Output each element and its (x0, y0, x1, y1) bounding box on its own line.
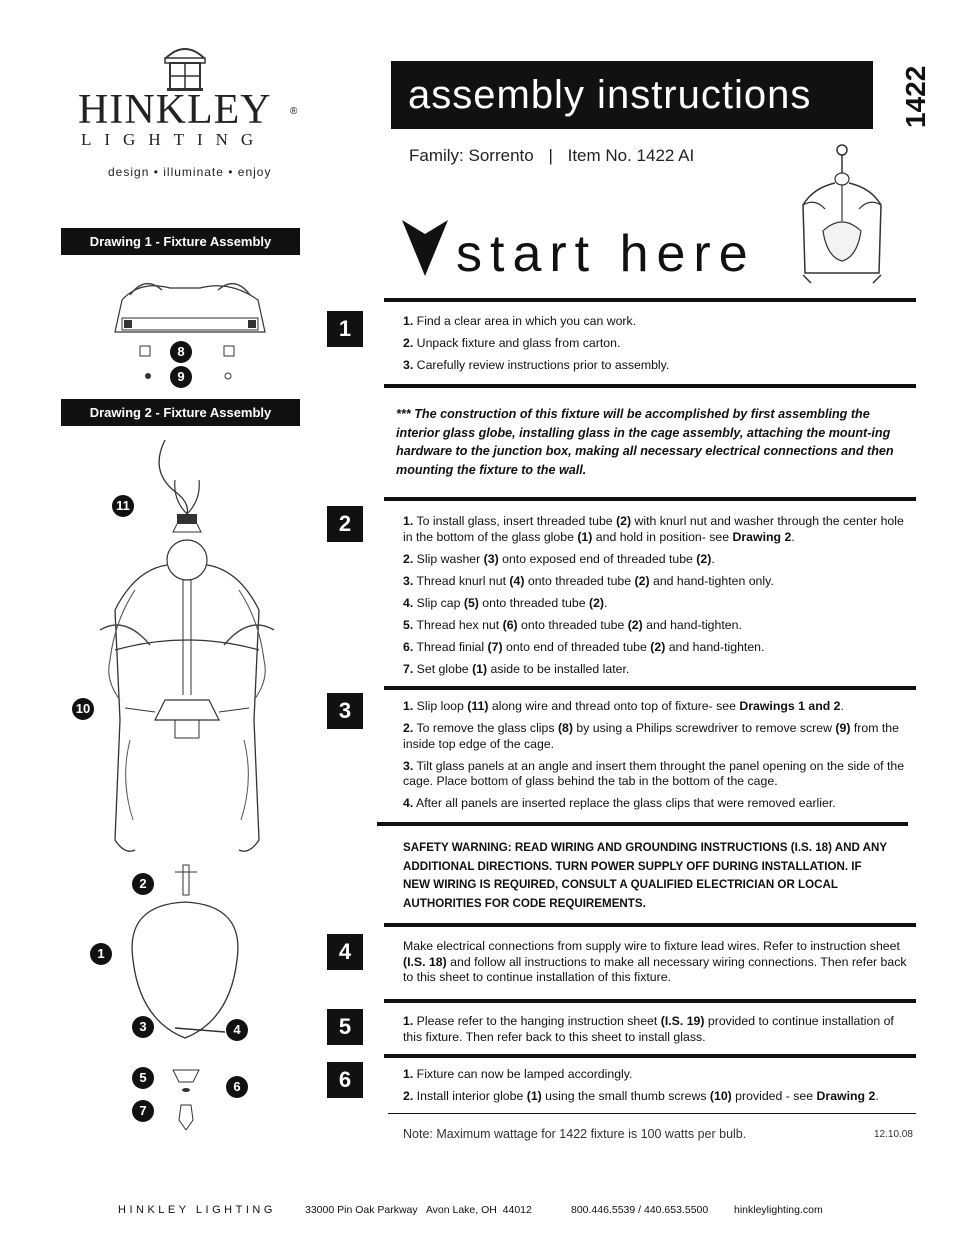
step-4-rule (384, 923, 916, 927)
note-rule (388, 1113, 916, 1114)
step-1-line-2: 2. Unpack fixture and glass from carton. (403, 336, 621, 350)
drawing-2-label: Drawing 2 - Fixture Assembly (61, 399, 300, 426)
callout-10: 10 (72, 698, 94, 720)
registered-mark: ® (290, 106, 298, 117)
step-1-text (403, 314, 913, 374)
brand-sub: LIGHTING (81, 130, 267, 149)
step-2-text-line-1: 1. To install glass, insert threaded tube (2) with knurl nut and washer through the center hole in the bottom of the glass globe (1) and hold in position- see Drawing 2. (403, 514, 904, 544)
step-3-text-line-4: 4. After all panels are inserted replace the glass clips that were removed earlier. (403, 796, 836, 810)
step-3-text-line-2: 2. To remove the glass clips (8) by using a Philips screwdriver to remove screw (9) from the inside top edge of the cage. (403, 721, 899, 751)
callout-7: 7 (132, 1100, 154, 1122)
step-2-rule (384, 497, 916, 501)
family-name: Family: Sorrento (409, 146, 534, 165)
step-3-text (403, 699, 913, 812)
step-2-text-line-7: 7. Set globe (1) aside to be installed later. (403, 661, 630, 676)
footer-company: HINKLEY LIGHTING (118, 1204, 276, 1216)
step-3-rule (384, 686, 916, 690)
step-5-number: 5 (327, 1009, 363, 1045)
step-2-text-line-6: 6. Thread finial (7) onto end of threaded tube (2) and hand-tighten. (403, 639, 765, 654)
step-6-text-line-2: 2. Install interior globe (1) using the small thumb screws (10) provided - see Drawing 2. (403, 1089, 879, 1103)
start-here-heading: start here (456, 225, 756, 283)
step-3-text-line-1: 1. Slip loop (11) along wire and thread onto top of fixture- see Drawings 1 and 2. (403, 699, 844, 713)
step-1-line-1: 1. Find a clear area in which you can work. (403, 314, 637, 328)
callout-11: 11 (112, 495, 134, 517)
footer-phone: 800.446.5539 / 440.653.5500 (571, 1204, 709, 1216)
down-arrow-icon (402, 220, 448, 276)
wattage-note: Note: Maximum wattage for 1422 fixture is 100 watts per bulb. (403, 1127, 747, 1141)
callout-2: 2 (132, 873, 154, 895)
brand-logo (78, 42, 308, 182)
step-2-number: 2 (327, 506, 363, 542)
drawing-2-illustration (95, 440, 295, 1130)
safety-rule (377, 822, 908, 826)
footer-website[interactable]: hinkleylighting.com (734, 1204, 823, 1216)
step-6-text (403, 1067, 913, 1105)
item-number: Item No. 1422 AI (567, 146, 695, 165)
step-2-text-line-4: 4. Slip cap (5) onto threaded tube (2). (403, 595, 608, 610)
callout-3: 3 (132, 1016, 154, 1038)
callout-4: 4 (226, 1019, 248, 1041)
callout-9: 9 (170, 366, 192, 388)
brand-name: HINKLEY (78, 87, 272, 133)
step-2-text-line-2: 2. Slip washer (3) onto exposed end of threaded tube (2). (403, 551, 715, 566)
family-label (409, 146, 694, 166)
callout-6: 6 (226, 1076, 248, 1098)
revision-date: 12.10.08 (874, 1129, 913, 1140)
fixture-thumbnail-icon (795, 143, 890, 288)
intro-rule (384, 384, 916, 388)
step-6-rule (384, 1054, 916, 1058)
intro-note: *** The construction of this fixture will be accomplished by first assembling the interior glass globe, installing glass in the cage assembly, attaching the mount-ing hardware to the junction box, making all necessary electrical connections and then mounting the fixture to the wall. (396, 407, 894, 477)
step-2-text-line-3: 3. Thread knurl nut (4) onto threaded tube (2) and hand-tighten only. (403, 573, 774, 588)
step-1-rule (384, 298, 916, 302)
step-4-number: 4 (327, 934, 363, 970)
family-divider: | (548, 146, 553, 165)
footer-address: 33000 Pin Oak Parkway Avon Lake, OH 44012 (305, 1204, 532, 1216)
step-1-number: 1 (327, 311, 363, 347)
brand-tagline: design • illuminate • enjoy (108, 165, 272, 179)
safety-warning: SAFETY WARNING: READ WIRING AND GROUNDING INSTRUCTIONS (I.S. 18) AND ANY ADDITIONAL DIRECTIONS. TURN POWER SUPPLY OFF DURING INSTALLATION. IF NEW WIRING IS REQUIRED, CONSULT A QUALIFIED ELECTRICIAN OR LOCAL AUTHORITIES FOR CODE REQUIREMENTS. (403, 841, 887, 910)
step-1-line-3: 3. Carefully review instructions prior to assembly. (403, 358, 670, 372)
step-3-number: 3 (327, 693, 363, 729)
step-2-text-line-5: 5. Thread hex nut (6) onto threaded tube (2) and hand-tighten. (403, 617, 742, 632)
step-4-text: Make electrical connections from supply wire to fixture lead wires. Refer to instruction sheet (I.S. 18) and follow all instructions to make all necessary wiring connections. Then refer back to this sheet to continue installation of this fixture. (403, 939, 907, 984)
step-3-text-line-3: 3. Tilt glass panels at an angle and insert them throught the panel opening on the side of the cage. Place bottom of glass behind the tab in the bottom of the cage. (403, 758, 905, 788)
step-5-rule (384, 999, 916, 1003)
page-title: assembly instructions (391, 61, 873, 129)
step-5-text: 1. Please refer to the hanging instruction sheet (I.S. 19) provided to continue installation of this fixture. Then refer back to this sheet to install glass. (403, 1014, 894, 1044)
drawing-1-label: Drawing 1 - Fixture Assembly (61, 228, 300, 255)
step-6-text-line-1: 1. Fixture can now be lamped accordingly. (403, 1067, 633, 1081)
step-6-number: 6 (327, 1062, 363, 1098)
lantern-logo-icon (162, 44, 208, 92)
callout-1: 1 (90, 943, 112, 965)
callout-5: 5 (132, 1067, 154, 1089)
step-2-text (403, 514, 913, 677)
callout-8: 8 (170, 341, 192, 363)
item-number-vertical: 1422 (900, 65, 931, 128)
